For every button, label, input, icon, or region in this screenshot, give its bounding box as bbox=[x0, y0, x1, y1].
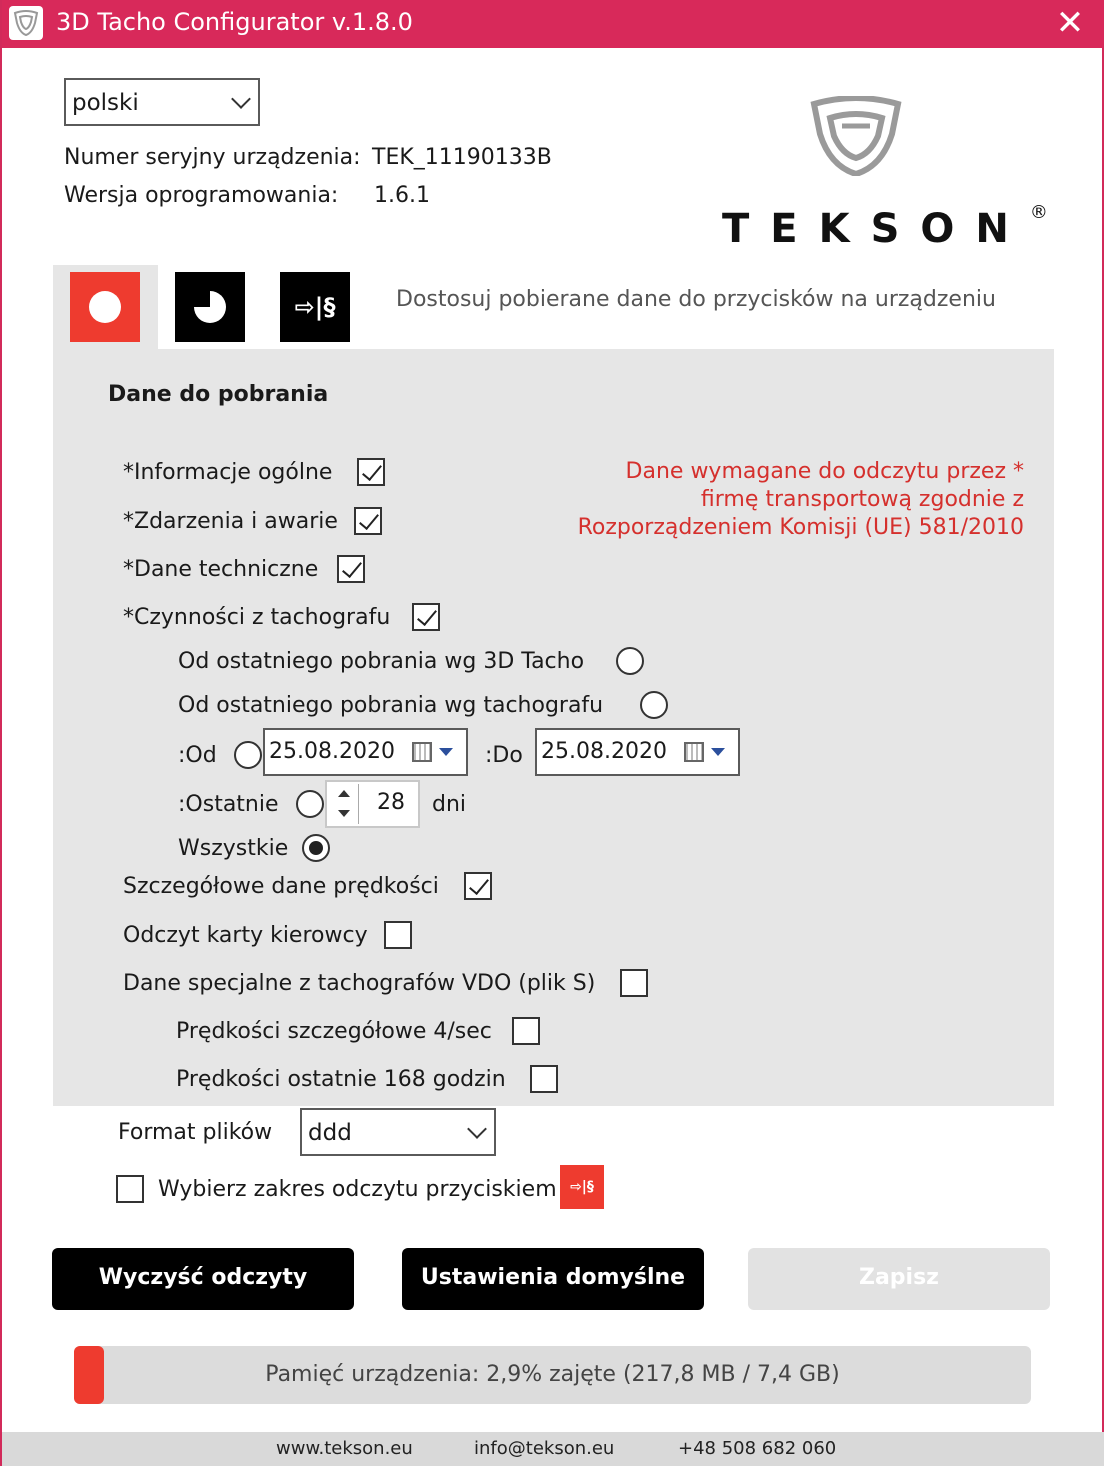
range-to-label: :Do bbox=[485, 743, 523, 768]
stepper-arrows[interactable] bbox=[329, 784, 359, 824]
language-dropdown[interactable] bbox=[64, 78, 260, 126]
vdo-special-label: Dane specjalne z tachografów VDO (plik S) bbox=[123, 971, 596, 996]
all-radio[interactable] bbox=[302, 834, 330, 862]
save-button[interactable]: Zapisz bbox=[748, 1248, 1050, 1310]
date-to-input[interactable] bbox=[535, 728, 740, 776]
detailed-speed-checkbox[interactable] bbox=[464, 872, 492, 900]
caret-down-icon[interactable] bbox=[439, 748, 453, 756]
days-value: 28 bbox=[377, 790, 405, 815]
driver-card-checkbox[interactable] bbox=[384, 921, 412, 949]
clear-readings-button[interactable]: Wyczyść odczyty bbox=[52, 1248, 354, 1310]
since-last-3d-radio[interactable] bbox=[616, 647, 644, 675]
tab-record[interactable] bbox=[70, 272, 140, 342]
registered-mark: ® bbox=[1029, 202, 1048, 223]
since-last-3d-label: Od ostatniego pobrania wg 3D Tacho bbox=[178, 649, 585, 674]
required-data-note: Dane wymagane do odczytu przez * firmę transportową zgodnie z Rozporządzeniem Komisji (UE) 581/2010 bbox=[577, 459, 1024, 540]
button-range-label: Wybierz zakres odczytu przyciskiem bbox=[158, 1177, 557, 1202]
app-logo-icon bbox=[9, 6, 43, 40]
general-info-checkbox[interactable] bbox=[357, 458, 385, 486]
stepper-down-icon[interactable] bbox=[338, 810, 350, 817]
footer-phone: +48 508 682 060 bbox=[678, 1438, 837, 1459]
tab-range[interactable] bbox=[280, 272, 350, 342]
activities-checkbox[interactable] bbox=[412, 603, 440, 631]
serial-number-label: Numer seryjny urządzenia: bbox=[64, 145, 361, 170]
last-days-radio[interactable] bbox=[296, 790, 324, 818]
days-stepper[interactable] bbox=[325, 780, 420, 828]
default-settings-button[interactable]: Ustawienia domyślne bbox=[402, 1248, 704, 1310]
caret-down-icon[interactable] bbox=[711, 748, 725, 756]
chevron-down-icon bbox=[231, 89, 251, 109]
footer bbox=[2, 1432, 1104, 1466]
all-label: Wszystkie bbox=[178, 836, 289, 861]
stepper-up-icon[interactable] bbox=[338, 790, 350, 797]
detailed-speed-label: Szczegółowe dane prędkości bbox=[123, 874, 439, 899]
firmware-version-label: Wersja oprogramowania: bbox=[64, 183, 339, 208]
calendar-icon[interactable] bbox=[412, 742, 432, 762]
speed-4sec-checkbox[interactable] bbox=[512, 1017, 540, 1045]
tab-clock[interactable] bbox=[175, 272, 245, 342]
speed-168h-label: Prędkości ostatnie 168 godzin bbox=[176, 1067, 506, 1092]
file-format-selected-value: ddd bbox=[308, 1120, 352, 1146]
range-from-label: :Od bbox=[178, 743, 217, 768]
chevron-down-icon bbox=[467, 1119, 487, 1139]
record-icon bbox=[89, 291, 121, 323]
window-title: 3D Tacho Configurator v.1.8.0 bbox=[56, 8, 413, 36]
date-from-input[interactable] bbox=[263, 728, 468, 776]
activities-label: *Czynności z tachografu bbox=[123, 605, 391, 630]
clock-icon bbox=[175, 272, 245, 342]
language-selected-value: polski bbox=[72, 90, 139, 116]
panel-title: Dane do pobrania bbox=[108, 382, 329, 407]
brand-text: TEKSON bbox=[722, 206, 1030, 252]
firmware-version-value: 1.6.1 bbox=[374, 183, 430, 208]
button-range-checkbox[interactable] bbox=[116, 1175, 144, 1203]
memory-usage-bar bbox=[74, 1346, 1031, 1404]
file-format-dropdown[interactable] bbox=[300, 1108, 496, 1156]
vdo-special-checkbox[interactable] bbox=[620, 969, 648, 997]
serial-number-value: TEK_11190133B bbox=[372, 145, 552, 170]
days-unit-label: dni bbox=[432, 792, 467, 817]
since-last-tacho-label: Od ostatniego pobrania wg tachografu bbox=[178, 693, 604, 718]
range-icon: ⇨|§ bbox=[560, 1165, 604, 1209]
date-to-value: 25.08.2020 bbox=[541, 739, 667, 764]
calendar-icon[interactable] bbox=[684, 742, 704, 762]
speed-168h-checkbox[interactable] bbox=[530, 1065, 558, 1093]
speed-4sec-label: Prędkości szczegółowe 4/sec bbox=[176, 1019, 492, 1044]
events-checkbox[interactable] bbox=[354, 507, 382, 535]
since-last-tacho-radio[interactable] bbox=[640, 691, 668, 719]
technical-label: *Dane techniczne bbox=[123, 557, 319, 582]
date-from-value: 25.08.2020 bbox=[269, 739, 395, 764]
general-info-label: *Informacje ogólne bbox=[123, 460, 333, 485]
brand-name bbox=[722, 202, 1048, 252]
footer-email[interactable]: info@tekson.eu bbox=[474, 1438, 615, 1459]
tekson-shield-logo bbox=[808, 96, 904, 180]
events-label: *Zdarzenia i awarie bbox=[123, 509, 338, 534]
range-radio[interactable] bbox=[234, 741, 262, 769]
close-icon[interactable]: ✕ bbox=[1055, 3, 1085, 43]
title-bar bbox=[2, 0, 1104, 48]
range-icon: ⇨|§ bbox=[294, 293, 336, 321]
memory-usage-text: Pamięć urządzenia: 2,9% zajęte (217,8 MB / 7,4 GB) bbox=[265, 1362, 840, 1387]
last-days-label: :Ostatnie bbox=[178, 792, 279, 817]
tabs-hint: Dostosuj pobierane dane do przycisków na urządzeniu bbox=[396, 287, 996, 312]
driver-card-label: Odczyt karty kierowcy bbox=[123, 923, 368, 948]
footer-website[interactable]: www.tekson.eu bbox=[276, 1438, 413, 1459]
technical-checkbox[interactable] bbox=[337, 555, 365, 583]
file-format-label: Format plików bbox=[118, 1120, 273, 1145]
